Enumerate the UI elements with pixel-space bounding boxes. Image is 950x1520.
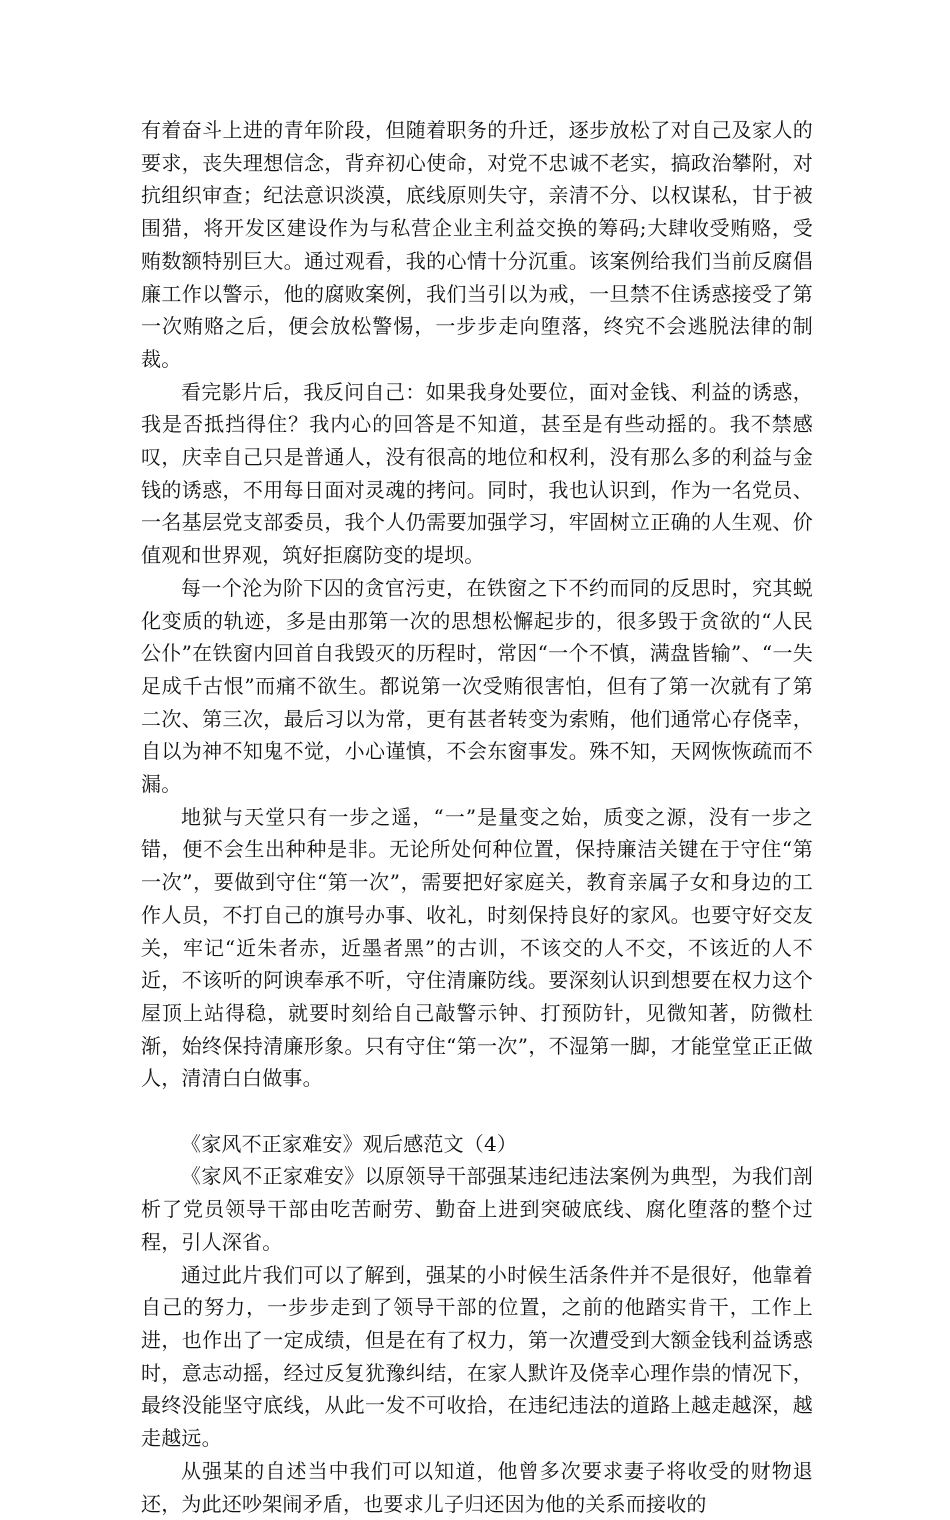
paragraph: 通过此片我们可以了解到，强某的小时候生活条件并不是很好，他靠着自己的努力，一步步走到了领导干部的位置，之前的他踏实肯干，工作上进，也作出了一定成绩，但是在有了权力，第一次遭受到大额金钱利益诱惑时，意志动摇，经过反复犹豫纠结，在家人默许及侥幸心理作祟的情况下，最终没能坚守底线，从此一发不可收拾，在违纪违法的道路上越走越深，越走越远。: [141, 1262, 813, 1451]
paragraph: 每一个沦为阶下囚的贪官污吏，在铁窗之下不约而同的反思时，究其蜕化变质的轨迹，多是由那第一次的思想松懈起步的，很多毁于贪欲的“人民公仆”在铁窗内回首自我毁灭的历程时，常因“一个不慎，满盘皆输”、“一失足成千古恨”而痛不欲生。都说第一次受贿很害怕，但有了第一次就有了第二次、第三次，最后习以为常，更有甚者转变为索贿，他们通常心存侥幸，自以为神不知鬼不觉，小心谨慎，不会东窗事发。殊不知，天网恢恢疏而不漏。: [141, 575, 813, 797]
paragraph: 地狱与天堂只有一步之遥，“一”是量变之始，质变之源，没有一步之错，便不会生出种种是非。无论所处何种位置，保持廉洁关键在于守住“第一次”，要做到守住“第一次”，需要把好家庭关，教育亲属子女和身边的工作人员，不打自己的旗号办事、收礼，时刻保持良好的家风。也要守好交友关，牢记“近朱者赤，近墨者黑”的古训，不该交的人不交，不该近的人不近，不该听的阿谀奉承不听，守住清廉防线。要深刻认识到想要在权力这个屋顶上站得稳，就要时刻给自己敲警示钟、打预防针，见微知著，防微杜渐，始终保持清廉形象。只有守住“第一次”，不湿第一脚，才能堂堂正正做人，清清白白做事。: [141, 804, 813, 1091]
paragraph: 看完影片后，我反问自己：如果我身处要位，面对金钱、利益的诱惑，我是否抵挡得住？我内心的回答是不知道，甚至是有些动摇的。我不禁感叹，庆幸自己只是普通人，没有很高的地位和权利，没有那么多的利益与金钱的诱惑，不用每日面对灵魂的拷问。同时，我也认识到，作为一名党员、一名基层党支部委员，我个人仍需要加强学习，牢固树立正确的人生观、价值观和世界观，筑好拒腐防变的堤坝。: [141, 379, 813, 568]
paragraph: 有着奋斗上进的青年阶段，但随着职务的升迁，逐步放松了对自己及家人的要求，丧失理想信念，背弃初心使命，对党不忠诚不老实，搞政治攀附，对抗组织审查；纪法意识淡漠，底线原则失守，亲清不分、以权谋私，甘于被围猎，将开发区建设作为与私营企业主利益交换的筹码;大肆收受贿赂，受贿数额特别巨大。通过观看，我的心情十分沉重。该案例给我们当前反腐倡廉工作以警示，他的腐败案例，我们当引以为戒，一旦禁不住诱惑接受了第一次贿赂之后，便会放松警惕，一步步走向堕落，终究不会逃脱法律的制裁。: [141, 118, 813, 371]
section-title: 《家风不正家难安》观后感范文（4）: [181, 1131, 518, 1156]
paragraph: 从强某的自述当中我们可以知道，他曾多次要求妻子将收受的财物退还，为此还吵架闹矛盾，也要求儿子归还因为他的关系而接收的: [141, 1458, 813, 1516]
paragraph: 《家风不正家难安》以原领导干部强某违纪违法案例为典型，为我们剖析了党员领导干部由吃苦耐劳、勤奋上进到突破底线、腐化堕落的整个过程，引人深省。: [141, 1164, 813, 1254]
blank-line: [141, 1095, 813, 1128]
document-body: [141, 114, 813, 1520]
